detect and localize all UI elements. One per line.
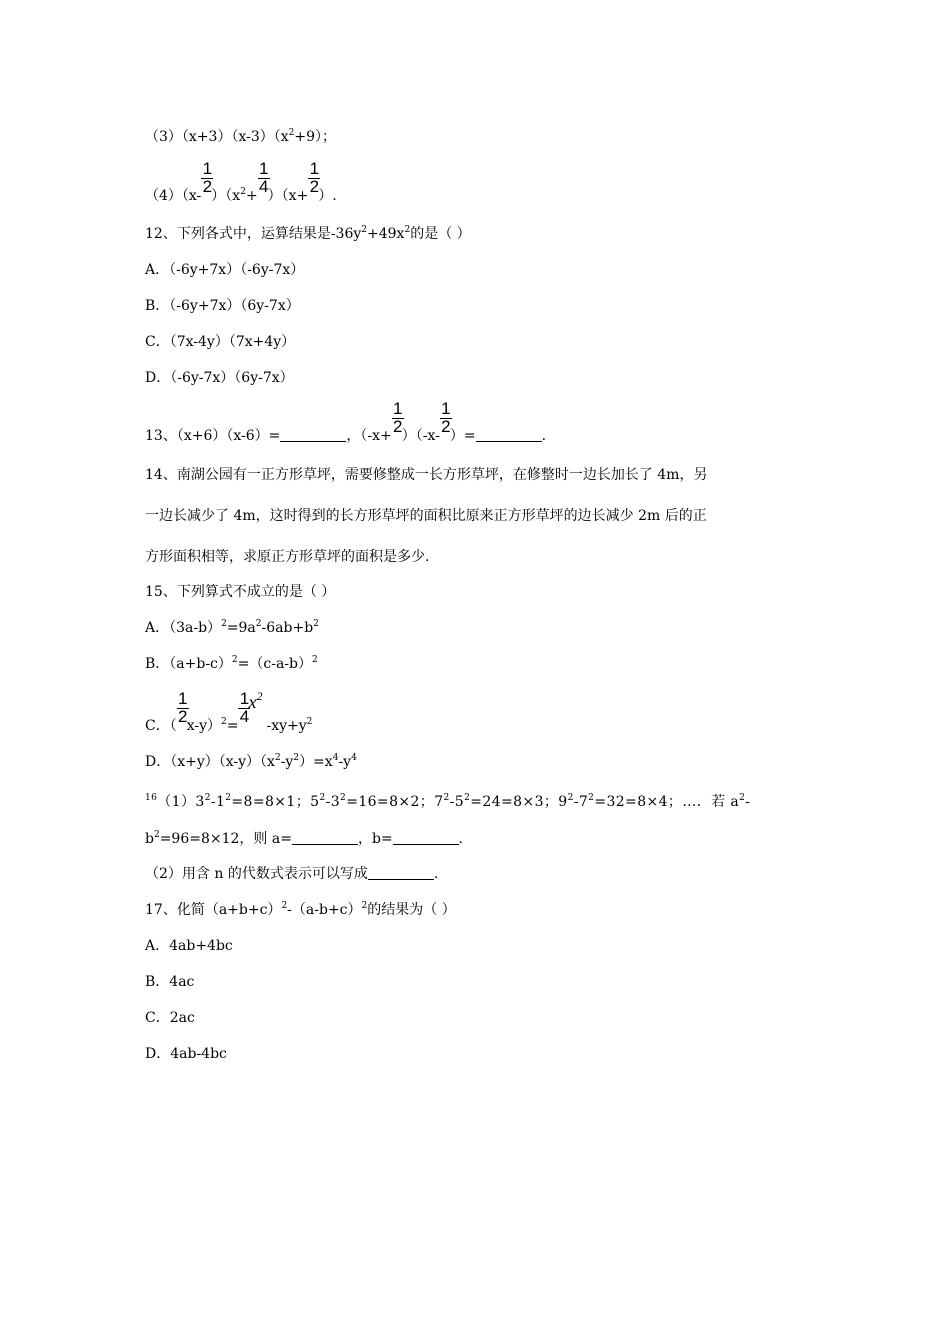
answer-blank [280, 427, 346, 442]
question-14-line-1: 14、南湖公园有一正方形草坪，需要修整成一长方形草坪，在修整时一边长加长了 4m，另 [145, 467, 708, 483]
question-12-option-d: D．（-6y-7x）（6y-7x） [145, 370, 294, 386]
question-12-option-a: A．（-6y+7x）（-6y-7x） [145, 262, 305, 278]
fraction-one-quarter: $\frac{1}{4}$ [258, 159, 269, 196]
answer-blank [368, 865, 434, 880]
question-17-option-b: B．4ac [145, 974, 195, 990]
item-4-expression: （4）（x- $\frac{1}{2}$ ）（$x^2+$ $\frac{1}{4}$ ）（x+ $\frac{1}{2}$ ）. [145, 159, 337, 204]
question-14-line-2: 一边长减少了 4m，这时得到的长方形草坪的面积比原来正方形草坪的边长减少 2m 后的正 [145, 508, 707, 524]
question-12: 12、下列各式中，运算结果是$-36y^2+49x^2$的是（ ） [145, 225, 471, 242]
question-17: 17、化简$(a+b+c)^2-(a-b+c)^2$的结果为（ ） [145, 901, 456, 918]
question-17-option-c: C．2ac [145, 1010, 195, 1026]
x-squared-term: $x^2$ [248, 689, 263, 712]
question-13: 13、（x+6）（x-6）= ，（-x+ $\frac{1}{2}$ ）（-x- $\frac{1}{2}$ ）= . [145, 399, 547, 444]
question-17-option-d: D．4ab-4bc [145, 1046, 227, 1062]
fraction-one-half: $\frac{1}{2}$ [177, 689, 188, 726]
answer-blank [393, 830, 459, 845]
question-15-option-d: D．$(x+y)(x-y)(x^2-y^2)=x^4-y^4$ [145, 753, 357, 770]
fraction-one-quarter: $\frac{1}{4}$ [239, 689, 250, 726]
question-15: 15、下列算式不成立的是（ ） [145, 584, 336, 600]
question-15-option-a: A．$(3a-b)^2=9a^2-6ab+b^2$ [145, 619, 319, 636]
fraction-one-half: $\frac{1}{2}$ [393, 399, 403, 436]
question-16-part-2: （2）用含 n 的代数式表示可以写成 . [145, 866, 439, 882]
question-17-option-a: A．4ab+4bc [145, 938, 233, 954]
answer-blank [292, 830, 358, 845]
question-15-option-c: C．（ $\frac{1}{2}$ x-y）$^2$= $\frac{1}{4}$ $x^2-xy+y^2$ [145, 689, 313, 734]
question-16-line-1: $^{16}(1)3^2-1^2=8=8\times 1$；$5^2-3^2=16=8\times 2$；$7^2-5^2=24=8\times 3$；$9^2-7^2=32=8\times 4$；…．若 $a^2-$ [145, 793, 751, 810]
fraction-one-half: $\frac{1}{2}$ [309, 159, 320, 196]
item-3-expression: $(3)(x+3)(x-3)(x^2+9)$； [145, 128, 336, 145]
question-14-line-3: 方形面积相等，求原正方形草坪的面积是多少. [145, 549, 430, 565]
question-12-option-b: B．（-6y+7x）（6y-7x） [145, 298, 300, 314]
question-15-option-b: B．$(a+b-c)^2=(c-a-b)^2$ [145, 655, 318, 672]
question-12-option-c: C．（7x-4y）（7x+4y） [145, 334, 296, 350]
fraction-one-half: $\frac{1}{2}$ [202, 159, 213, 196]
question-16-line-2: $b^2=96=8\times 12$，则 a= ，b= . [145, 830, 464, 847]
fraction-one-half: $\frac{1}{2}$ [441, 399, 451, 436]
answer-blank [476, 427, 542, 442]
